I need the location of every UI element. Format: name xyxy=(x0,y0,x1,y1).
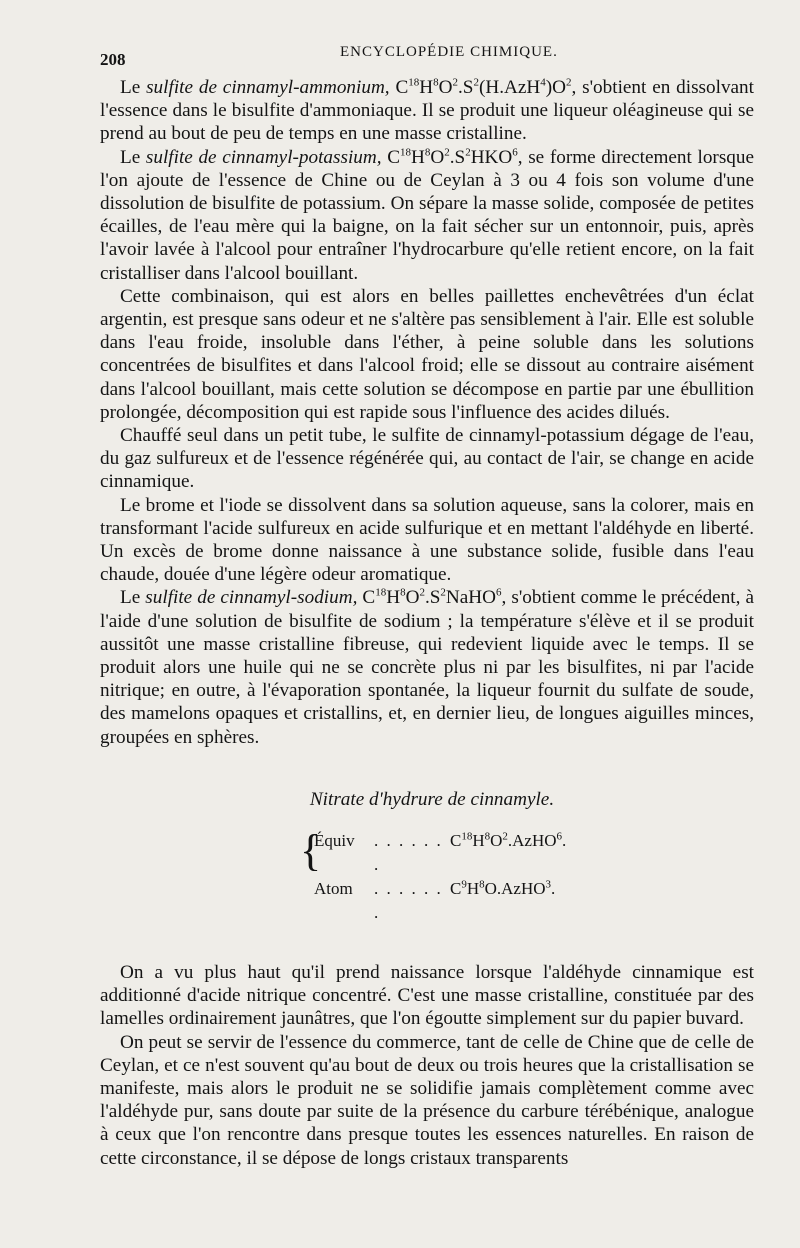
section-heading: Nitrate d'hydrure de cinnamyle. xyxy=(309,788,555,810)
paragraph-potassium: Le sulfite de cinnamyl-potassium, $C^{18}H^8O^2.S^2HKO^6$, se forme directement lorsque l'on ajoute de l'essence de Chine ou de Ceylan à 3 ou 4 fois son volume d'une dissolution de bisulfite de potassium. On sépare la masse solide, composée de petites écailles, de l'eau mère qui la baigne, on la fait sécher sur un entonnoir, puis, après l'avoir lavée à l'alcool pour entraîner l'hydrocarbure qu'elle retient encore, on la fait cristalliser dans l'alcool bouillant. xyxy=(100,146,754,284)
formula-brace: { xyxy=(300,825,322,875)
paragraph-heating: Chauffé seul dans un petit tube, le sulfite de cinnamyl-potassium dégage de l'eau, du gaz sulfureux et de l'essence régénérée qui, au contact de l'air, se change en acide cinnamique. xyxy=(100,425,754,493)
paragraph-commercial-essence: On peut se servir de l'essence du commerce, tant de celle de Chine que de celle de Ceylan, et ce n'est souvent qu'au bout de deux ou trois heures que la cristallisation se manifeste, mais alors le produit ne se solidifie jamais complètement comme avec l'aldéhyde pur, sans doute par suite de la présence du carbure térébénique, analogue à ceux que l'on rencontre dans presque toutes les essences naturelles. En raison de cette circonstance, il se dépose de longs cristaux transparents xyxy=(100,1031,754,1169)
running-title: ENCYCLOPÉDIE CHIMIQUE. xyxy=(340,44,558,60)
compound-name: sulfite de cinnamyl-ammonium, xyxy=(146,77,390,98)
paragraph-sodium: Le sulfite de cinnamyl-sodium, $C^{18}H^8O^2.S^2NaHO^6$, s'obtient comme le précédent, à l'aide d'une solution de bisulfite de sodium ; la température s'élève et il se produit aussitôt une masse cristalline fibreuse, qui redevient liquide avec le temps. Il se produit alors une huile qui ne se concrète plus ni par les bisulfites, ni par l'acide nitrique; en outre, à l'évaporation spontanée, la liqueur fournit du sulfate de soude, des mamelons opaques et cristallins, et, en dernier lieu, de longues aiguilles minces, groupées en sphères. xyxy=(100,587,754,748)
formula-row-atom: Atom . . . . . . . $C^9H^8O.AzHO^3$. xyxy=(314,877,754,925)
paragraph-nitrate-origin: On a vu plus haut qu'il prend naissance lorsque l'aldéhyde cinnamique est additionné d'acide nitrique concentré. C'est une masse cristalline, constituée par des lamelles ordinairement jaunâtres, que l'on égoutte simplement sur du papier buvard. xyxy=(100,961,754,1030)
compound-name: sulfite de cinnamyl-potassium, xyxy=(145,146,382,168)
page-header xyxy=(100,44,754,76)
formula-block xyxy=(300,825,754,925)
page-number: 208 xyxy=(100,50,126,69)
formula-atom: $C^9H^8O.AzHO^3$. xyxy=(450,878,556,898)
paragraph-bromine: Le brome et l'iode se dissolvent dans sa solution aqueuse, sans la colorer, mais en transformant l'acide sulfureux en acide sulfurique et en mettant l'aldéhyde en liberté. Un excès de brome donne naissance à une substance solide, fusible dans l'eau chaude, douée d'une légère odeur aromatique. xyxy=(100,494,754,586)
compound-name: sulfite de cinnamyl-sodium, xyxy=(145,587,358,609)
formula-equiv: $C^{18}H^8O^2.AzHO^6$. xyxy=(450,830,567,850)
paragraph-ammonium: Le sulfite de cinnamyl-ammonium, $C^{18}H^8O^2.S^2(H.AzH^4)O^2$, s'obtient en dissolvant l'essence dans le bisulfite d'ammoniaque. Il se produit une liqueur oléagineuse qui se prend au bout de peu de temps en une masse cristalline. xyxy=(100,76,754,145)
formula-row-equiv: Équiv . . . . . . . $C^{18}H^8O^2.AzHO^6$. xyxy=(314,829,754,877)
paragraph-properties: Cette combinaison, qui est alors en belles paillettes enchevêtrées d'un éclat argentin, est presque sans odeur et ne s'altère pas sensiblement à l'air. Elle est soluble dans l'eau froide, insoluble dans l'éther, à peine soluble dans les solutions concentrées de bisulfites et dans l'alcool froid; elle se dissout au contraire aisément dans l'alcool bouillant, mais cette solution se décompose en partie par une ébullition prolongée, décomposition qui est rapide sous l'influence des acides dilués. xyxy=(100,285,754,423)
